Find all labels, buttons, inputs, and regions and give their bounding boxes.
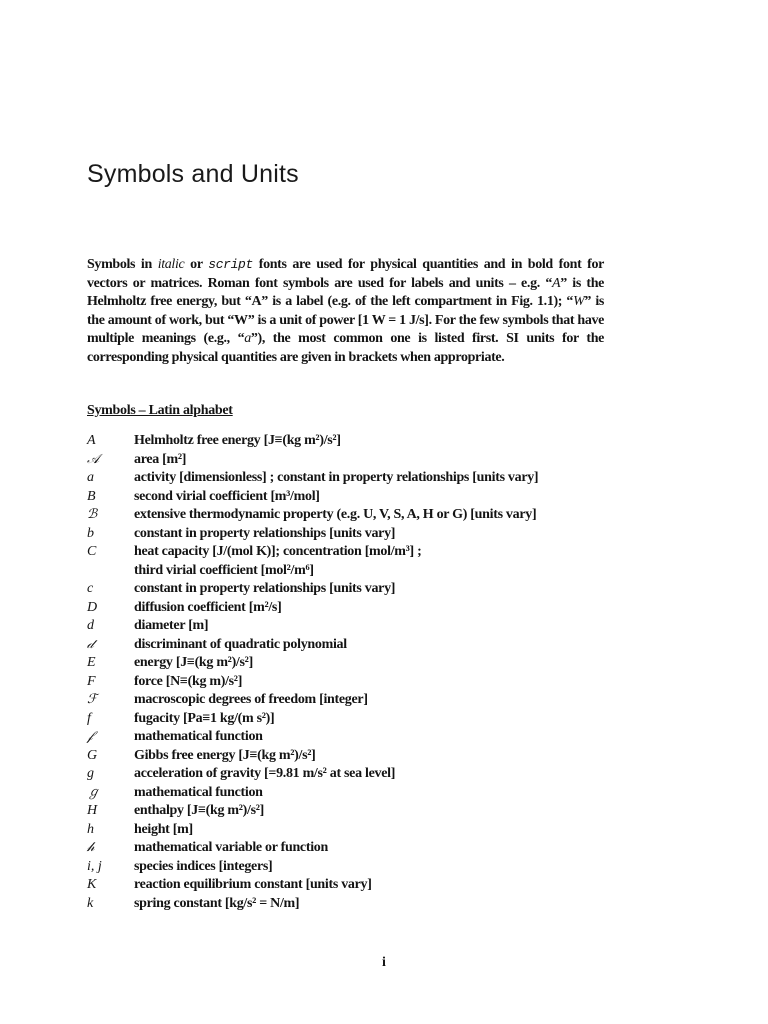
symbol-row (87, 654, 607, 673)
symbol-description-line: spring constant [kg/s² = N/m] (134, 895, 300, 911)
symbol-description-line: force [N≡(kg m)/s²] (134, 673, 243, 689)
symbol-glyph: 𝒻 (87, 729, 93, 744)
symbol-description-line: discriminant of quadratic polynomial (134, 636, 347, 652)
symbol-glyph: f (87, 710, 91, 726)
symbol-description-line: acceleration of gravity [=9.81 m/s² at sea level] (134, 766, 396, 781)
symbol-row (87, 895, 607, 914)
symbol-description-line: second virial coefficient [m³/mol] (134, 488, 320, 504)
symbol-row (87, 821, 607, 840)
symbol-description-line: reaction equilibrium constant [units vary] (134, 877, 372, 892)
symbol-description-line: diffusion coefficient [m²/s] (134, 599, 282, 615)
symbol-description (134, 469, 614, 488)
symbol-description (134, 821, 614, 840)
symbol-description (134, 858, 614, 877)
symbol-glyph: h (87, 821, 94, 837)
symbol-description-line: constant in property relationships [units vary] (134, 525, 396, 541)
symbol-description (134, 506, 614, 525)
symbol-glyph: F (87, 673, 96, 689)
symbol-row (87, 451, 607, 470)
symbol-glyph: b (87, 525, 94, 541)
symbol-glyph: 𝒹 (87, 636, 94, 652)
symbol-row (87, 728, 607, 747)
symbol-row (87, 580, 607, 599)
symbol-glyph: c (87, 581, 94, 596)
symbol-row (87, 765, 607, 784)
section-subheading: Symbols – Latin alphabet (87, 403, 233, 418)
symbol-row (87, 488, 607, 507)
symbol-description-line: species indices [integers] (134, 858, 273, 874)
symbol-row (87, 432, 607, 451)
symbol-description-line: enthalpy [J≡(kg m²)/s²] (134, 803, 265, 818)
symbol-description-line: height [m] (134, 821, 193, 837)
symbol-description (134, 636, 614, 655)
intro-text-3: fonts are used for physical quantities and in bold font for vectors or matrices. Roman font symbols are used for labels and units – e.g. “ (87, 257, 604, 291)
symbol-description-line: area [m²] (134, 451, 187, 467)
page-number: i (382, 955, 386, 970)
symbol-description-line: diameter [m] (134, 618, 209, 633)
symbol-row (87, 802, 607, 821)
symbol-description (134, 432, 614, 451)
symbol-description-line: third virial coefficient [mol²/m⁶] (134, 562, 314, 578)
symbol-glyph: a (87, 470, 94, 485)
symbol-glyph: d (87, 618, 94, 633)
symbol-description (134, 728, 614, 747)
symbol-description (134, 876, 614, 895)
symbol-row (87, 710, 607, 729)
intro-text-6: ”), the most common one is listed first. SI units for the corresponding physical quantities are given in brackets when appropriate. (87, 331, 604, 365)
symbol-description-line: fugacity [Pa≡1 kg/(m s²)] (134, 710, 275, 726)
symbol-glyph: H (87, 803, 98, 818)
symbol-description (134, 654, 614, 673)
page-title: Symbols and Units (87, 160, 299, 188)
symbol-description (134, 765, 614, 784)
intro-text-5: ” is the amount of work, but “W” is a unit of power [1 W = 1 J/s]. For the few symbols that have multiple meanings (e.g., “ (87, 294, 604, 347)
script-sample-word: script (208, 257, 253, 272)
symbol-description-line: energy [J≡(kg m²)/s²] (134, 655, 253, 670)
symbol-description-line: activity [dimensionless] ; constant in property relationships [units vary] (134, 470, 539, 485)
symbol-description-line: Gibbs free energy [J≡(kg m²)/s²] (134, 747, 316, 763)
symbol-description (134, 839, 614, 858)
symbol-glyph: A (87, 433, 96, 448)
symbol-row (87, 525, 607, 544)
italic-a-small-example: a (244, 331, 251, 347)
intro-text-4: ” is the Helmholtz free energy, but “A” is a label (e.g. of the left compartment in Fig. 1.1); “ (87, 275, 604, 310)
symbol-description-line: heat capacity [J/(mol K)]; concentration [mol/m³] ; (134, 544, 422, 559)
symbol-row (87, 784, 607, 803)
symbol-glyph: ℊ (87, 784, 101, 800)
symbol-description (134, 802, 614, 821)
symbol-description (134, 895, 614, 914)
symbol-description (134, 543, 614, 580)
intro-text-1: Symbols in (87, 257, 158, 272)
symbol-glyph: 𝒜 (87, 451, 100, 467)
symbol-row (87, 876, 607, 895)
symbol-glyph: E (87, 655, 96, 670)
symbol-list (87, 432, 607, 913)
symbol-row (87, 673, 607, 692)
symbol-description-line: mathematical function (134, 729, 263, 744)
symbol-description-line: extensive thermodynamic property (e.g. U, V, S, A, H or G) [units vary] (134, 507, 537, 522)
symbol-description-line: macroscopic degrees of freedom [integer] (134, 692, 368, 707)
symbol-glyph: g (87, 766, 94, 781)
symbol-glyph: i, j (87, 858, 102, 874)
symbol-description (134, 784, 614, 803)
italic-sample-word: italic (157, 257, 185, 272)
symbol-glyph: D (87, 599, 98, 615)
symbol-glyph: ℬ (87, 507, 98, 522)
symbol-description-line: mathematical variable or function (134, 840, 328, 855)
symbol-glyph: C (87, 544, 97, 559)
symbol-description (134, 451, 614, 470)
symbol-glyph: K (87, 877, 97, 892)
symbol-row (87, 691, 607, 710)
symbol-description (134, 691, 614, 710)
symbol-description (134, 580, 614, 599)
symbol-description (134, 617, 614, 636)
symbol-glyph: ℱ (87, 692, 98, 707)
symbol-row (87, 543, 607, 580)
symbol-glyph: 𝒽 (87, 840, 95, 855)
italic-a-example: A (551, 275, 561, 291)
symbol-glyph: G (87, 747, 98, 763)
symbol-row (87, 469, 607, 488)
symbol-description (134, 710, 614, 729)
symbol-description-line: mathematical function (134, 784, 263, 800)
symbol-description (134, 488, 614, 507)
intro-text-2: or (184, 257, 209, 272)
symbol-row (87, 506, 607, 525)
symbol-row (87, 617, 607, 636)
symbol-row (87, 636, 607, 655)
symbol-row (87, 839, 607, 858)
symbol-glyph: B (87, 488, 96, 504)
symbol-description (134, 747, 614, 766)
symbol-glyph: k (87, 895, 94, 911)
intro-paragraph (87, 256, 604, 368)
italic-w-example: W (573, 294, 585, 310)
symbol-row (87, 747, 607, 766)
symbol-description (134, 673, 614, 692)
symbol-row (87, 858, 607, 877)
symbol-description-line: Helmholtz free energy [J≡(kg m²)/s²] (134, 433, 341, 448)
symbol-description (134, 525, 614, 544)
symbol-description-line: constant in property relationships [units vary] (134, 581, 396, 596)
symbol-description (134, 599, 614, 618)
symbol-row (87, 599, 607, 618)
